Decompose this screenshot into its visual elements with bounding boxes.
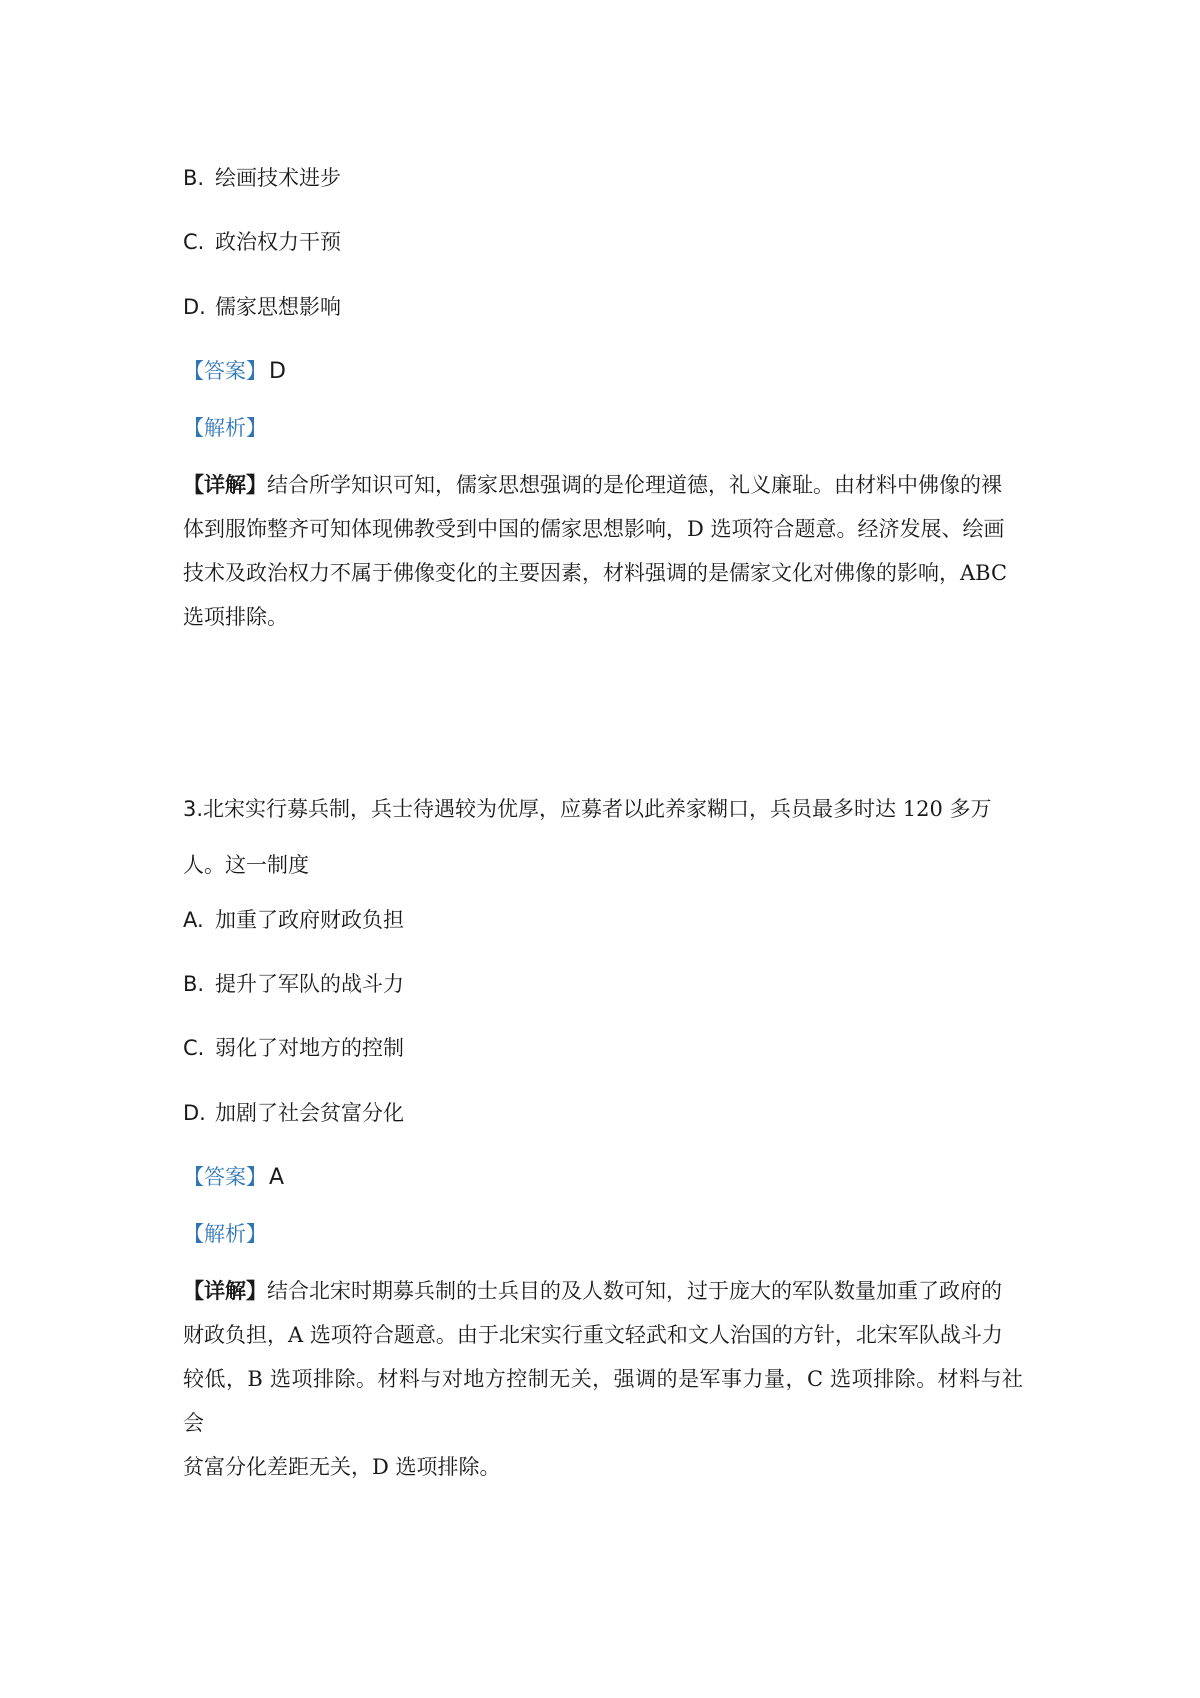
q3-detail-line-2: 财政负担，A 选项符合题意。由于北宋实行重文轻武和文人治国的方针，北宋军队战斗力 <box>183 1323 1003 1347</box>
q2-answer <box>183 357 286 386</box>
q3-detail-line-3: 较低，B 选项排除。材料与对地方控制无关，强调的是军事力量，C 选项排除。材料与社会 <box>183 1367 1023 1435</box>
q3-option-d-letter: D. <box>183 1101 206 1125</box>
q2-option-c <box>183 228 341 256</box>
q2-option-c-letter: C. <box>183 230 205 254</box>
q2-option-b <box>183 164 341 192</box>
q3-option-a-text: 加重了政府财政负担 <box>215 908 404 932</box>
q3-analysis-tag <box>183 1220 267 1248</box>
q2-option-d <box>183 293 341 321</box>
q3-stem-line-2: 人。这一制度 <box>183 853 309 877</box>
q3-detail-line-1 <box>183 1269 1023 1313</box>
q3-option-c-letter: C. <box>183 1036 205 1060</box>
q2-analysis-label: 【解析】 <box>183 416 267 440</box>
q3-number: 3. <box>183 797 204 821</box>
q2-detail-line-2: 体到服饰整齐可知体现佛教受到中国的儒家思想影响，D 选项符合题意。经济发展、绘画 <box>183 517 1005 541</box>
q2-detail-tag: 【详解】 <box>183 472 267 497</box>
q3-analysis-label: 【解析】 <box>183 1222 267 1246</box>
q3-answer-value: A <box>269 1165 285 1190</box>
q2-option-b-text: 绘画技术进步 <box>215 166 341 190</box>
q3-detail-text-1: 结合北宋时期募兵制的士兵目的及人数可知，过于庞大的军队数量加重了政府的 <box>267 1279 1002 1303</box>
q3-option-d-text: 加剧了社会贫富分化 <box>215 1101 404 1125</box>
q2-option-c-text: 政治权力干预 <box>215 230 341 254</box>
q3-stem-line-1 <box>183 795 991 823</box>
q2-detail-line-3: 技术及政治权力不属于佛像变化的主要因素，材料强调的是儒家文化对佛像的影响，ABC <box>183 561 1008 585</box>
q3-option-c-text: 弱化了对地方的控制 <box>215 1036 404 1060</box>
q2-detail-line-1 <box>183 463 1023 507</box>
q3-option-b-text: 提升了军队的战斗力 <box>215 972 404 996</box>
q2-analysis-tag <box>183 414 267 442</box>
q2-answer-value: D <box>269 359 286 384</box>
q3-option-b-letter: B. <box>183 972 205 996</box>
q3-option-d <box>183 1099 404 1127</box>
q3-option-c <box>183 1034 404 1062</box>
q2-option-d-text: 儒家思想影响 <box>215 295 341 319</box>
q2-option-d-letter: D. <box>183 295 206 319</box>
q2-detail <box>183 463 1023 639</box>
q3-detail-tag: 【详解】 <box>183 1278 267 1303</box>
q3-option-a <box>183 906 404 934</box>
q3-option-a-letter: A. <box>183 908 204 932</box>
q3-answer <box>183 1163 284 1192</box>
q3-option-b <box>183 970 404 998</box>
q2-option-b-letter: B. <box>183 166 205 190</box>
q3-stem-text-1: 北宋实行募兵制，兵士待遇较为优厚，应募者以此养家糊口，兵员最多时达 120 多万 <box>203 797 992 821</box>
q2-detail-line-4: 选项排除。 <box>183 605 288 629</box>
q2-detail-text-1: 结合所学知识可知，儒家思想强调的是伦理道德，礼义廉耻。由材料中佛像的裸 <box>267 473 1002 497</box>
q3-detail <box>183 1269 1023 1489</box>
q2-answer-tag: 【答案】 <box>183 359 267 383</box>
q3-detail-line-4: 贫富分化差距无关，D 选项排除。 <box>183 1455 501 1479</box>
q3-answer-tag: 【答案】 <box>183 1165 267 1189</box>
